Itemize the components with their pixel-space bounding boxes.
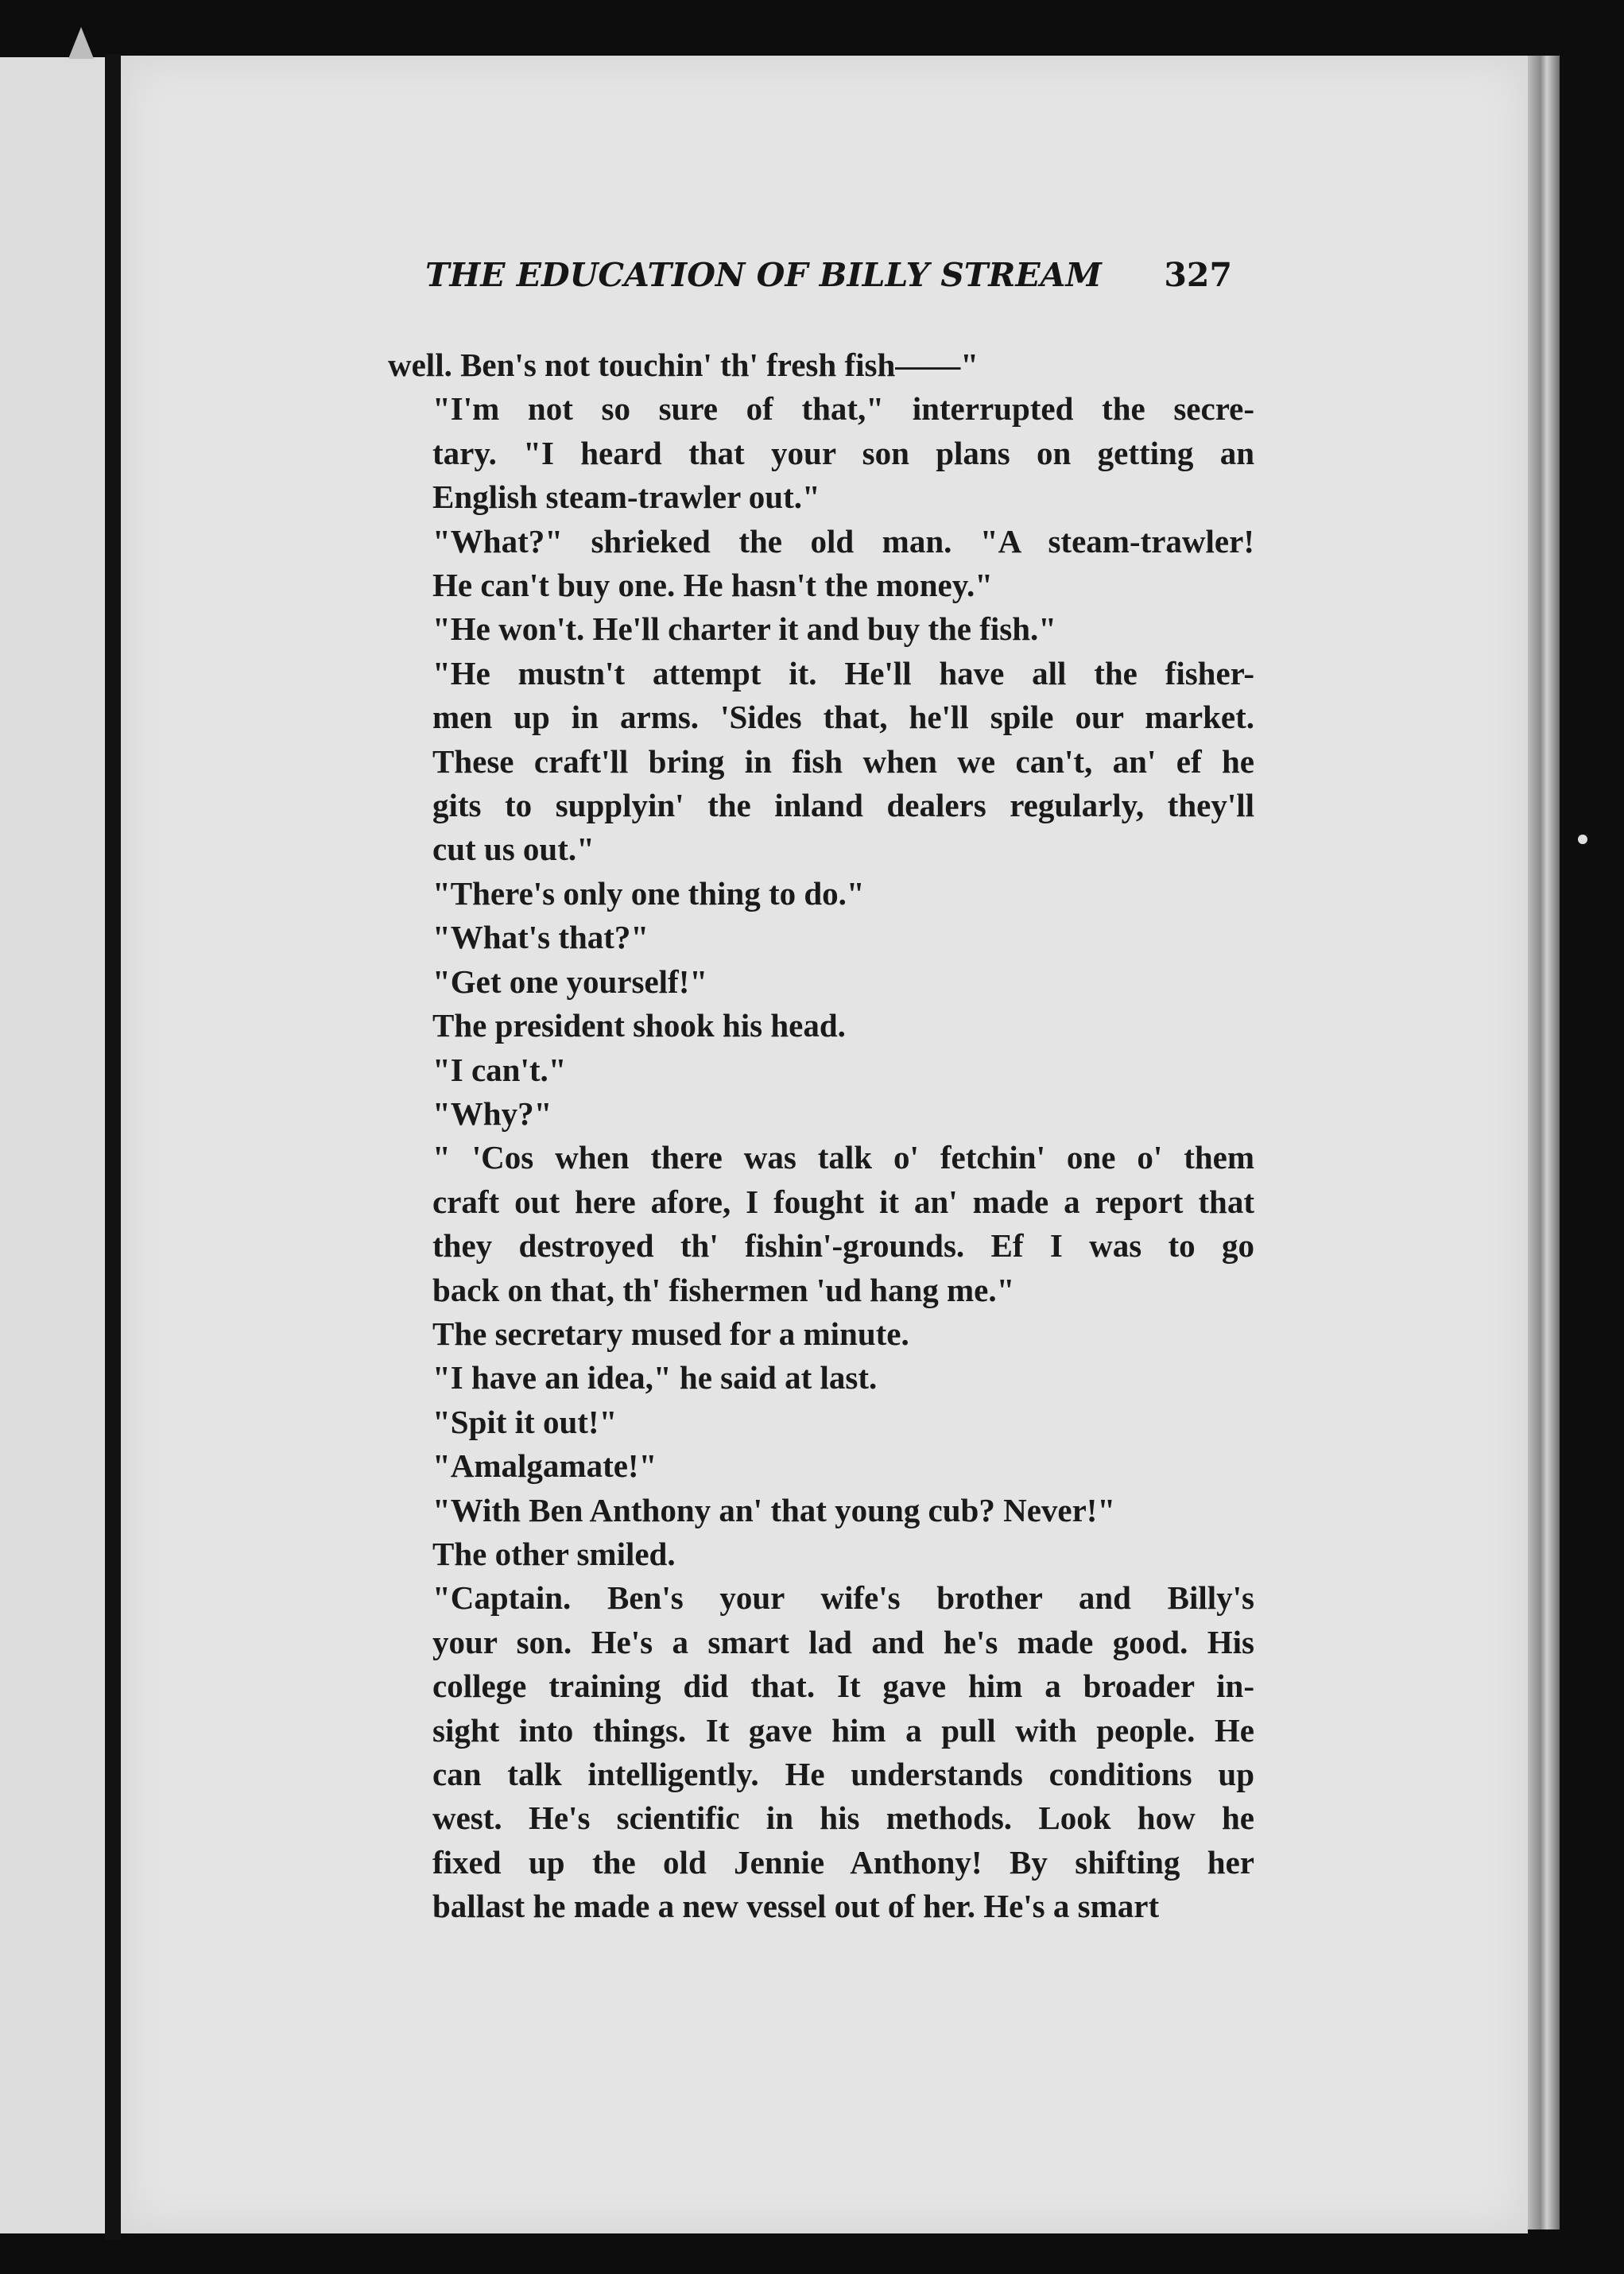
text-line: "I have an idea," he said at last. bbox=[432, 1359, 878, 1397]
paragraph bbox=[388, 1356, 1254, 1400]
paragraph bbox=[388, 652, 1254, 872]
text-line: "What's that?" bbox=[432, 919, 649, 956]
text-line: "What?" shrieked the old man. "A steam-trawler! bbox=[432, 522, 1254, 560]
text-line: back on that, th' fishermen 'ud hang me." bbox=[432, 1271, 1015, 1308]
scan-corner-mark bbox=[68, 27, 94, 59]
text-line: college training did that. It gave him a broader in- bbox=[432, 1668, 1254, 1705]
paragraph bbox=[388, 1400, 1254, 1444]
paragraph bbox=[388, 520, 1254, 608]
text-line: "Amalgamate!" bbox=[432, 1447, 657, 1485]
paragraph bbox=[388, 1489, 1254, 1532]
text-line: tary. "I heard that your son plans on getting an bbox=[432, 434, 1254, 471]
text-line: "I'm not so sure of that," interrupted the secre- bbox=[432, 390, 1254, 428]
paragraph bbox=[388, 1136, 1254, 1312]
text-line: gits to supplyin' the inland dealers regularly, they'll bbox=[432, 787, 1254, 824]
paragraph bbox=[388, 607, 1254, 651]
text-line: "Spit it out!" bbox=[432, 1403, 618, 1440]
text-line: The president shook his head. bbox=[432, 1007, 846, 1044]
text-line: The other smiled. bbox=[432, 1535, 676, 1572]
text-line: "He won't. He'll charter it and buy the fish." bbox=[432, 610, 1057, 648]
paragraph bbox=[388, 387, 1254, 519]
text-line: "With Ben Anthony an' that young cub? Never!" bbox=[432, 1491, 1116, 1528]
text-line: " 'Cos when there was talk o' fetchin' one o' them bbox=[432, 1139, 1254, 1176]
running-head bbox=[425, 256, 1232, 304]
text-line: He can't buy one. He hasn't the money." bbox=[432, 567, 993, 604]
previous-page-edge bbox=[0, 57, 105, 2233]
text-line: "Get one yourself!" bbox=[432, 963, 708, 1000]
text-line: "There's only one thing to do." bbox=[432, 874, 865, 912]
text-line: ballast he made a new vessel out of her. He's a smart bbox=[432, 1888, 1160, 1925]
paragraph bbox=[388, 1532, 1254, 1576]
text-line: "Why?" bbox=[432, 1094, 552, 1132]
paragraph bbox=[388, 1092, 1254, 1136]
paragraph bbox=[388, 1576, 1254, 1928]
text-line: craft out here afore, I fought it an' made a report that bbox=[432, 1183, 1254, 1220]
paragraph bbox=[388, 1444, 1254, 1488]
page-number: 327 bbox=[1164, 256, 1232, 294]
text-line: "He mustn't attempt it. He'll have all the fisher- bbox=[432, 654, 1254, 691]
paragraph bbox=[388, 872, 1254, 916]
text-line: men up in arms. 'Sides that, he'll spile our market. bbox=[432, 699, 1254, 736]
text-line: The secretary mused for a minute. bbox=[432, 1315, 909, 1352]
paragraph bbox=[388, 960, 1254, 1004]
page-stack-edge bbox=[1528, 56, 1560, 2229]
running-head-title: THE EDUCATION OF BILLY STREAM bbox=[425, 256, 1102, 294]
text-line: "Captain. Ben's your wife's brother and Billy's bbox=[432, 1579, 1254, 1617]
text-line: These craft'll bring in fish when we can't, an' ef he bbox=[432, 742, 1254, 780]
paragraph bbox=[388, 1312, 1254, 1356]
text-line: your son. He's a smart lad and he's made good. His bbox=[432, 1623, 1254, 1660]
text-line: sight into things. It gave him a pull with people. He bbox=[432, 1711, 1254, 1749]
body-text bbox=[388, 343, 1254, 1929]
text-line: fixed up the old Jennie Anthony! By shifting her bbox=[432, 1843, 1254, 1881]
paragraph bbox=[388, 1048, 1254, 1092]
text-line: English steam-trawler out." bbox=[432, 478, 820, 516]
text-line: west. He's scientific in his methods. Look how he bbox=[432, 1799, 1254, 1837]
book-gutter bbox=[105, 54, 121, 2240]
text-line: well. Ben's not touchin' th' fresh fish——" bbox=[388, 347, 979, 383]
text-line: they destroyed th' fishin'-grounds. Ef I was to go bbox=[432, 1227, 1254, 1265]
paragraph bbox=[388, 916, 1254, 959]
paragraph bbox=[388, 343, 1254, 387]
scan-speck bbox=[1578, 835, 1587, 844]
text-line: "I can't." bbox=[432, 1051, 567, 1088]
text-line: cut us out." bbox=[432, 831, 595, 868]
text-line: can talk intelligently. He understands conditions up bbox=[432, 1756, 1254, 1792]
paragraph bbox=[388, 1004, 1254, 1048]
